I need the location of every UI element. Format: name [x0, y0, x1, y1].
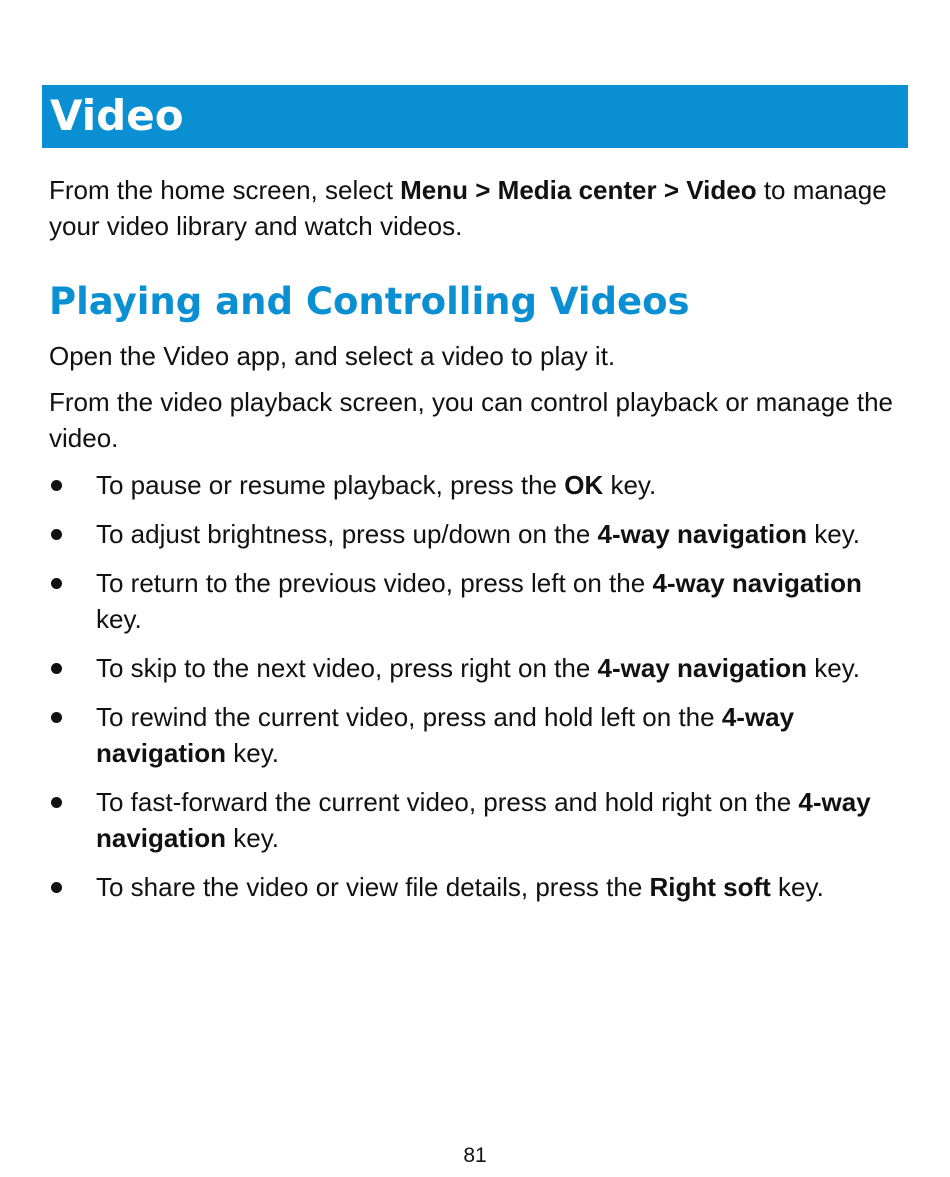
controls-list	[49, 467, 909, 918]
key-name: 4-way navigation	[96, 702, 795, 768]
title-bar	[42, 85, 908, 148]
key-name: 4-way navigation	[652, 568, 862, 598]
list-item	[49, 516, 909, 552]
section-heading: Playing and Controlling Videos	[49, 280, 690, 323]
list-item	[49, 650, 909, 686]
key-name: OK	[564, 470, 604, 500]
list-item-text: To share the video or view file details, press the	[96, 872, 650, 902]
list-item-text-end: key.	[770, 872, 824, 902]
list-item-text: To skip to the next video, press right on the	[96, 653, 598, 683]
intro-text-2: to manage your video library and watch videos.	[49, 175, 887, 241]
list-item	[49, 699, 909, 771]
list-item-text: To rewind the current video, press and hold left on the	[96, 702, 722, 732]
intro-separator-1: >	[468, 175, 498, 205]
intro-separator-2: >	[656, 175, 687, 205]
key-name: 4-way navigation	[597, 519, 808, 549]
list-item-text-end: key.	[807, 653, 860, 683]
list-item-text: To adjust brightness, press up/down on the	[96, 519, 598, 549]
key-name: 4-way navigation	[597, 653, 808, 683]
page-title: Video	[50, 91, 184, 140]
bullet-icon	[51, 578, 62, 589]
bullet-icon	[51, 529, 62, 540]
menu-term: Menu	[400, 175, 469, 205]
list-item-text-end: key.	[226, 738, 279, 768]
bullet-icon	[51, 480, 62, 491]
list-item	[49, 467, 909, 503]
bullet-icon	[51, 797, 62, 808]
list-item-text-end: key.	[807, 519, 861, 549]
list-item	[49, 565, 909, 637]
video-term: Video	[686, 175, 757, 205]
paragraph-open-app: Open the Video app, and select a video to play it.	[49, 341, 616, 371]
page-number: 81	[463, 1144, 487, 1167]
list-item-text-end: key.	[603, 470, 657, 500]
key-name: 4-way navigation	[96, 787, 871, 853]
list-item	[49, 784, 909, 856]
paragraph-playback-screen: From the video playback screen, you can control playback or manage the video.	[49, 387, 894, 453]
bullet-icon	[51, 663, 62, 674]
list-item	[49, 869, 909, 905]
intro-paragraph	[49, 172, 919, 244]
list-item-text: To fast-forward the current video, press and hold right on the	[96, 787, 799, 817]
bullet-icon	[51, 882, 62, 893]
intro-text-1: From the home screen, select	[49, 175, 401, 205]
list-item-text: To return to the previous video, press left on the	[96, 568, 653, 598]
list-item-text-end: key.	[226, 823, 279, 853]
key-name: Right soft	[649, 872, 771, 902]
media-center-term: Media center	[497, 175, 657, 205]
bullet-icon	[51, 712, 62, 723]
list-item-text-end: key.	[96, 604, 142, 634]
list-item-text: To pause or resume playback, press the	[96, 470, 565, 500]
